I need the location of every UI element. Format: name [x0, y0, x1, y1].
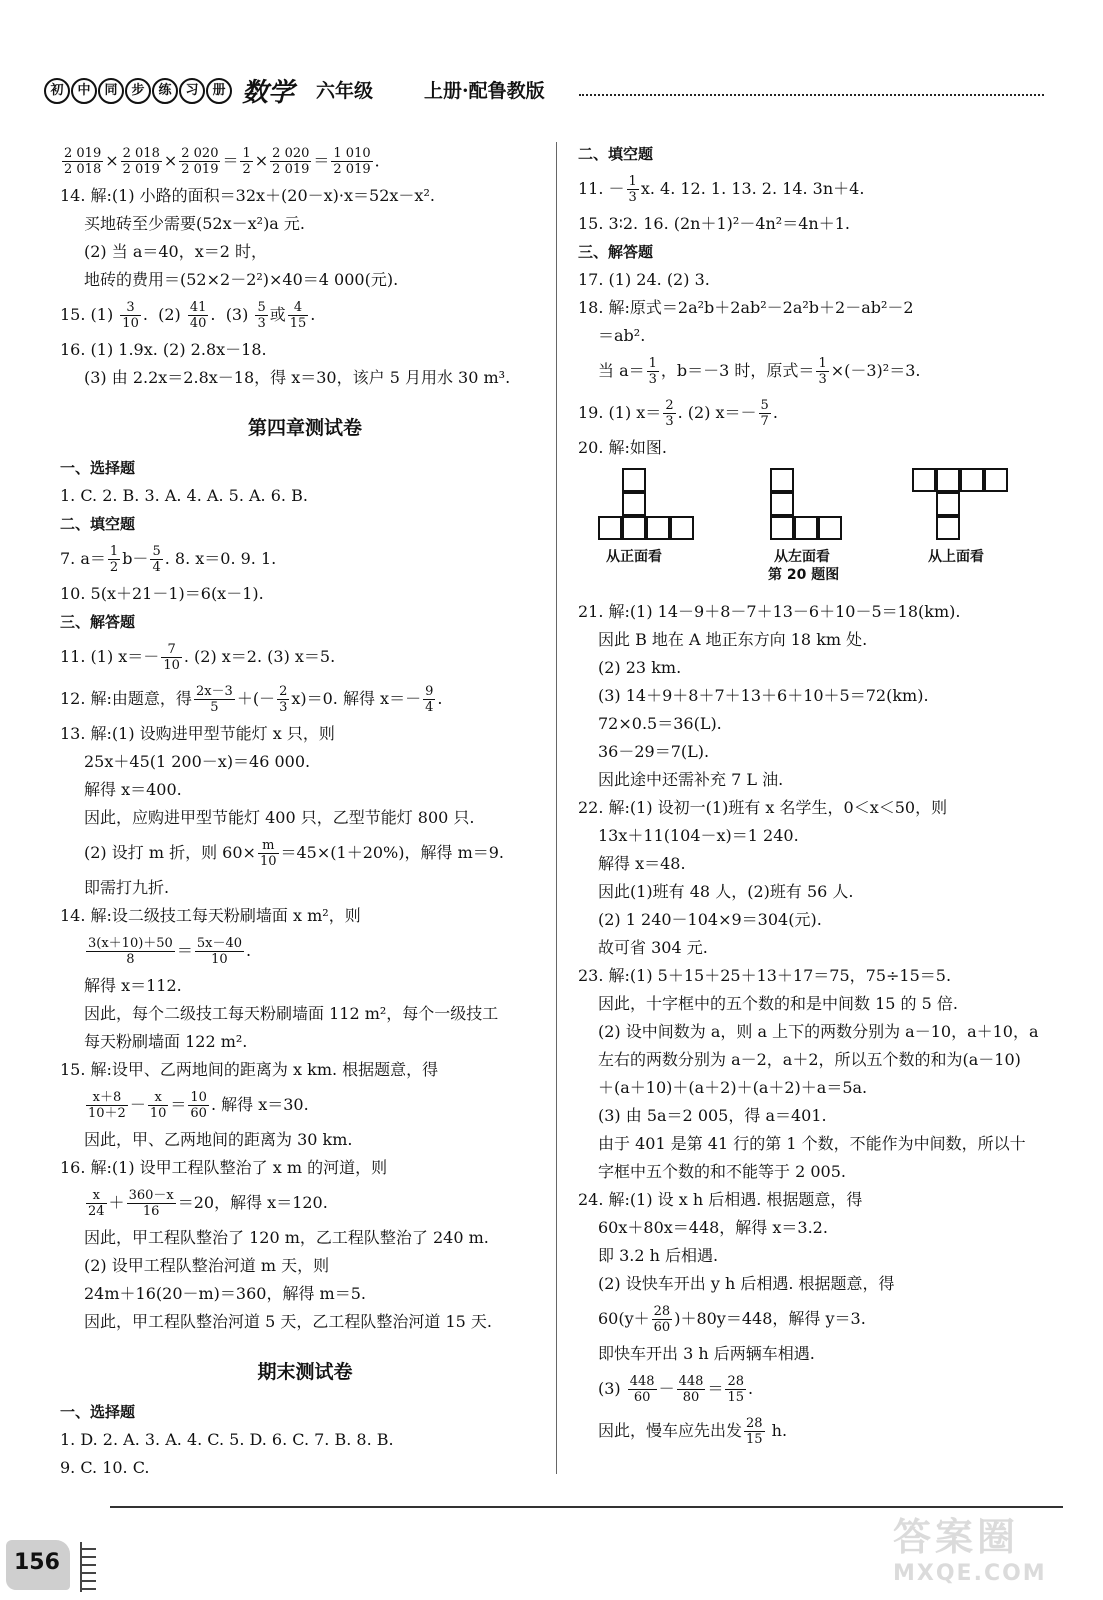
fraction: $\frac{5}{4}$ [152, 544, 161, 575]
answer-line: 16. (1) 1.9x. (2) 2.8x－18. [60, 340, 267, 359]
chapter4-title: 第四章测试卷 [247, 417, 362, 439]
answer-line: 22. 解:(1) 设初一(1)班有 x 名学生，0＜x＜50，则 [578, 798, 948, 817]
answer-line: ＝ab². [598, 326, 646, 345]
view-cube [770, 468, 794, 492]
answer-line: 因此(1)班有 48 人，(2)班有 56 人. [598, 882, 854, 901]
fraction: $\frac{3(x+10)+50}{8}$ [88, 936, 173, 967]
top-view-label: 从上面看 [928, 549, 984, 565]
watermark [893, 1506, 1073, 1590]
answer-line: 因此，甲、乙两地间的距离为 30 km. [84, 1130, 353, 1149]
answer-line: 12. 解:由题意，得 $\frac{2x-3}{5}$ ＋(－ $\frac{2}{3}$ x)＝0. 解得 x＝－ $\frac{9}{4}$ . [60, 684, 443, 715]
answer-line: (3) 由 2.2x＝2.8x－18，得 x＝30，该户 5 月用水 30 m³. [84, 368, 511, 387]
answer-line: 因此，每个二级技工每天粉刷墙面 112 m²，每个一级技工 [84, 1004, 499, 1023]
answer-line: 10. 5(x＋21－1)＝6(x－1). [60, 584, 264, 603]
fraction: $\frac{2x-3}{5}$ [195, 684, 233, 715]
answer-line: 15. 解:设甲、乙两地间的距离为 x km. 根据题意，得 [60, 1060, 439, 1079]
view-cube [936, 492, 960, 516]
answer-line: 由于 401 是第 41 行的第 1 个数，不能作为中间数，所以十 [598, 1134, 1026, 1153]
view-cube [936, 516, 960, 540]
answer-line: 解得 x＝48. [598, 854, 686, 873]
section-heading: 三、解答题 [60, 613, 136, 631]
fraction: $\frac{41}{40}$ [189, 300, 207, 331]
answer-line: (3) 14＋9＋8＋7＋13＋6＋10＋5＝72(km). [598, 686, 929, 705]
fraction: $\frac{2}{3}$ [665, 398, 674, 429]
view-cube [960, 468, 984, 492]
view-cube [622, 468, 646, 492]
fraction: $\frac{2 020}{2 019}$ [181, 146, 219, 177]
answer-line: 左右的两数分别为 a－2，a＋2，所以五个数的和为(a－10) [598, 1050, 1021, 1069]
answer-line: (2) 设中间数为 a，则 a 上下的两数分别为 a－10，a＋10，a [598, 1022, 1039, 1041]
answer-line: ＋(a＋10)＋(a＋2)＋(a＋2)＋a＝5a. [598, 1078, 868, 1097]
view-cube [670, 516, 694, 540]
answer-line: 19. (1) x＝ $\frac{2}{3}$ . (2) x＝－ $\frac{5}{7}$ . [578, 398, 778, 429]
section-heading: 二、填空题 [60, 515, 136, 533]
answer-line: (3) $\frac{448}{60}$ － $\frac{448}{80}$ ＝ $\frac{28}{15}$ . [598, 1374, 754, 1405]
fraction: $\frac{x}{24}$ [88, 1188, 105, 1219]
fraction: $\frac{2 019}{2 018}$ [64, 146, 102, 177]
fraction: $\frac{1 010}{2 019}$ [333, 146, 371, 177]
fraction: $\frac{5x-40}{10}$ [196, 936, 243, 967]
series-char: 中 [71, 78, 97, 104]
series-logo [44, 78, 232, 104]
section-heading: 一、选择题 [60, 459, 136, 477]
section-heading: 一、选择题 [60, 1403, 136, 1421]
view-cube [646, 516, 670, 540]
answer-line: 因此 B 地在 A 地正东方向 18 km 处. [598, 630, 868, 649]
answer-line: 23. 解:(1) 5＋15＋25＋13＋17＝75，75÷15＝5. [578, 966, 952, 985]
answer-line: 17. (1) 24. (2) 3. [578, 270, 710, 289]
front-view-label: 从正面看 [606, 549, 662, 565]
section-heading: 二、填空题 [578, 145, 654, 163]
answer-line: 因此，甲工程队整治了 120 m，乙工程队整治了 240 m. [84, 1228, 489, 1247]
answer-line: 14. 解:(1) 小路的面积＝32x＋(20－x)·x＝52x－x². [60, 186, 435, 205]
series-char: 习 [179, 78, 205, 104]
header-dotted-rule [579, 94, 1044, 96]
answer-line: 因此，应购进甲型节能灯 400 只，乙型节能灯 800 只. [84, 808, 475, 827]
fraction: $\frac{1}{3}$ [628, 174, 637, 205]
column-divider [556, 142, 557, 1474]
answer-line: 13x＋11(104－x)＝1 240. [598, 826, 799, 845]
answer-line: 1. D. 2. A. 3. A. 4. C. 5. D. 6. C. 7. B. 8. B. [60, 1430, 394, 1449]
answer-line: 13. 解:(1) 设购进甲型节能灯 x 只，则 [60, 724, 335, 743]
answer-line: (2) 1 240－104×9＝304(元). [598, 910, 822, 929]
fraction: $\frac{x+8}{10+2}$ [88, 1090, 126, 1121]
fraction: $\frac{28}{15}$ [727, 1374, 744, 1405]
view-cube [622, 516, 646, 540]
grade-label: 六年级 [316, 80, 374, 102]
answer-line: 7. a＝ $\frac{1}{2}$ b－ $\frac{5}{4}$ . 8. x＝0. 9. 1. [60, 544, 277, 575]
answer-line: 20. 解:如图. [578, 438, 668, 457]
answer-line: 故可省 304 元. [598, 938, 708, 957]
fraction: $\frac{2 020}{2 019}$ [272, 146, 310, 177]
answer-line: (2) 当 a＝40，x＝2 时， [84, 242, 268, 261]
section-heading: 三、解答题 [578, 243, 654, 261]
answer-line: 60x＋80x＝448，解得 x＝3.2. [598, 1218, 828, 1237]
answer-line: 25x＋45(1 200－x)＝46 000. [84, 752, 311, 771]
fraction: $\frac{1}{2}$ [242, 146, 251, 177]
view-cube [622, 492, 646, 516]
answer-line: 72×0.5＝36(L). [598, 714, 722, 733]
fraction: $\frac{5}{3}$ [257, 300, 266, 331]
answer-line: (2) 设甲工程队整治河道 m 天，则 [84, 1256, 330, 1275]
left-view-label: 从左面看 [774, 549, 830, 565]
view-cube [818, 516, 842, 540]
answer-line: 15. (1) $\frac{3}{10}$ . (2) $\frac{41}{40}$ . (3) $\frac{5}{3}$ 或 $\frac{4}{15}$ . [60, 300, 316, 331]
answer-line: 因此，慢车应先出发 $\frac{28}{15}$ h. [598, 1416, 788, 1447]
subject-title: 数学 [242, 78, 295, 108]
fraction: $\frac{9}{4}$ [425, 684, 434, 715]
answer-line: 买地砖至少需要(52x－x²)a 元. [84, 214, 306, 233]
fraction: $\frac{5}{7}$ [760, 398, 769, 429]
answer-line: 15. 3∶2. 16. (2n＋1)²－4n²＝4n＋1. [578, 214, 850, 233]
answer-line: 因此，十字框中的五个数的和是中间数 15 的 5 倍. [598, 994, 958, 1013]
fraction: $\frac{4}{15}$ [289, 300, 307, 331]
series-char: 同 [98, 78, 124, 104]
answer-line: 解得 x＝400. [84, 780, 182, 799]
page-footer [0, 1500, 1103, 1600]
answer-line: $\frac{x+8}{10+2}$ － $\frac{x}{10}$ ＝ $\frac{10}{60}$ . 解得 x＝30. [88, 1090, 309, 1121]
series-char: 练 [152, 78, 178, 104]
answer-line: $\frac{3(x+10)+50}{8}$ ＝ $\frac{5x-40}{10}$ . [88, 936, 252, 967]
answer-line: (3) 由 5a＝2 005，得 a＝401. [598, 1106, 827, 1125]
answer-line: 因此，甲工程队整治河道 5 天，乙工程队整治河道 15 天. [84, 1312, 492, 1331]
answer-line: (2) 设快车开出 y h 后相遇. 根据题意，得 [598, 1274, 895, 1293]
answer-line: 11. (1) x＝－ $\frac{7}{10}$ . (2) x＝2. (3) x＝5. [60, 642, 336, 673]
answer-line: 解得 x＝112. [84, 976, 182, 995]
fraction: $\frac{3}{10}$ [122, 300, 139, 331]
answer-line: (2) 23 km. [598, 658, 682, 677]
view-cube [984, 468, 1008, 492]
view-cube [912, 468, 936, 492]
fraction: $\frac{28}{15}$ [746, 1416, 763, 1447]
answer-line: 24m＋16(20－m)＝360，解得 m＝5. [84, 1284, 366, 1303]
answer-line: $\frac{x}{24}$ ＋ $\frac{360-x}{16}$ ＝20，解得 x＝120. [88, 1188, 328, 1219]
watermark-text: 答案圈 [893, 1515, 1020, 1559]
fraction: $\frac{m}{10}$ [259, 838, 277, 869]
view-cube [770, 516, 794, 540]
answer-line: 18. 解:原式＝2a²b＋2ab²－2a²b＋2－ab²－2 [578, 298, 914, 317]
answer-line: 即需打九折. [84, 878, 170, 897]
fraction: $\frac{10}{60}$ [190, 1090, 207, 1121]
figure-caption: 第 20 题图 [768, 567, 840, 583]
answer-line: 9. C. 10. C. [60, 1458, 150, 1477]
final-exam-title: 期末测试卷 [257, 1361, 353, 1383]
fraction: $\frac{2 018}{2 019}$ [122, 146, 160, 177]
fraction: $\frac{1}{2}$ [109, 544, 119, 575]
fraction: $\frac{448}{60}$ [629, 1374, 655, 1405]
fraction: $\frac{448}{80}$ [678, 1374, 704, 1405]
answer-line: 21. 解:(1) 14－9＋8－7＋13－6＋10－5＝18(km). [578, 602, 961, 621]
answer-line: 当 a＝ $\frac{1}{3}$ ，b＝－3 时，原式＝ $\frac{1}{3}$ ×(－3)²＝3. [598, 356, 921, 387]
right-column [578, 140, 1048, 1452]
fraction: $\frac{2}{3}$ [279, 684, 288, 715]
watermark-url: MXQE.COM [893, 1561, 1047, 1586]
fraction: $\frac{7}{10}$ [163, 642, 180, 673]
series-char: 册 [206, 78, 232, 104]
answer-line: 即 3.2 h 后相遇. [598, 1246, 719, 1265]
view-cube [770, 492, 794, 516]
left-column [60, 140, 550, 1482]
edition-label: 上册·配鲁教版 [424, 80, 545, 102]
fraction: $\frac{1}{3}$ [818, 356, 827, 387]
answer-line: $\frac{2 019}{2 018}$ × $\frac{2 018}{2 019}$ × $\frac{2 020}{2 019}$ ＝ $\frac{1}{2}$ × $\frac{2 020}{2 019}$ ＝ $\frac{1 010}{2 019}$ ． [64, 146, 391, 177]
view-cube [794, 516, 818, 540]
series-char: 初 [44, 78, 70, 104]
series-char: 步 [125, 78, 151, 104]
answer-line: 60(y＋ $\frac{28}{60}$ )＋80y＝448，解得 y＝3. [598, 1304, 866, 1335]
fraction: $\frac{1}{3}$ [648, 356, 657, 387]
answer-line: 字框中五个数的和不能等于 2 005. [598, 1162, 846, 1181]
fraction: $\frac{360-x}{16}$ [128, 1188, 174, 1219]
three-views-figure [578, 468, 1048, 588]
answer-line: 因此途中还需补充 7 L 油. [598, 770, 784, 789]
answer-line: 即快车开出 3 h 后两辆车相遇. [598, 1344, 815, 1363]
page-header [44, 78, 1044, 108]
answer-line: 14. 解:设二级技工每天粉刷墙面 x m²，则 [60, 906, 361, 925]
answer-line: 36－29＝7(L). [598, 742, 710, 761]
answer-line: 11. － $\frac{1}{3}$ x. 4. 12. 1. 13. 2. 14. 3n＋4. [578, 174, 865, 205]
answer-line: 每天粉刷墙面 122 m². [84, 1032, 248, 1051]
view-cube [598, 516, 622, 540]
answer-line: 1. C. 2. B. 3. A. 4. A. 5. A. 6. B. [60, 486, 308, 505]
page-number: 156 [14, 1550, 60, 1575]
fraction: $\frac{x}{10}$ [149, 1090, 167, 1121]
answer-line: 24. 解:(1) 设 x h 后相遇. 根据题意，得 [578, 1190, 863, 1209]
answer-line: 地砖的费用＝(52×2－2²)×40＝4 000(元). [84, 270, 399, 289]
fraction: $\frac{28}{60}$ [653, 1304, 671, 1335]
answer-line: 16. 解:(1) 设甲工程队整治了 x m 的河道，则 [60, 1158, 388, 1177]
view-cube [936, 468, 960, 492]
answer-line: (2) 设打 m 折，则 60× $\frac{m}{10}$ ＝45×(1＋20%)，解得 m＝9. [84, 838, 505, 869]
binding-spiral [80, 1542, 96, 1592]
